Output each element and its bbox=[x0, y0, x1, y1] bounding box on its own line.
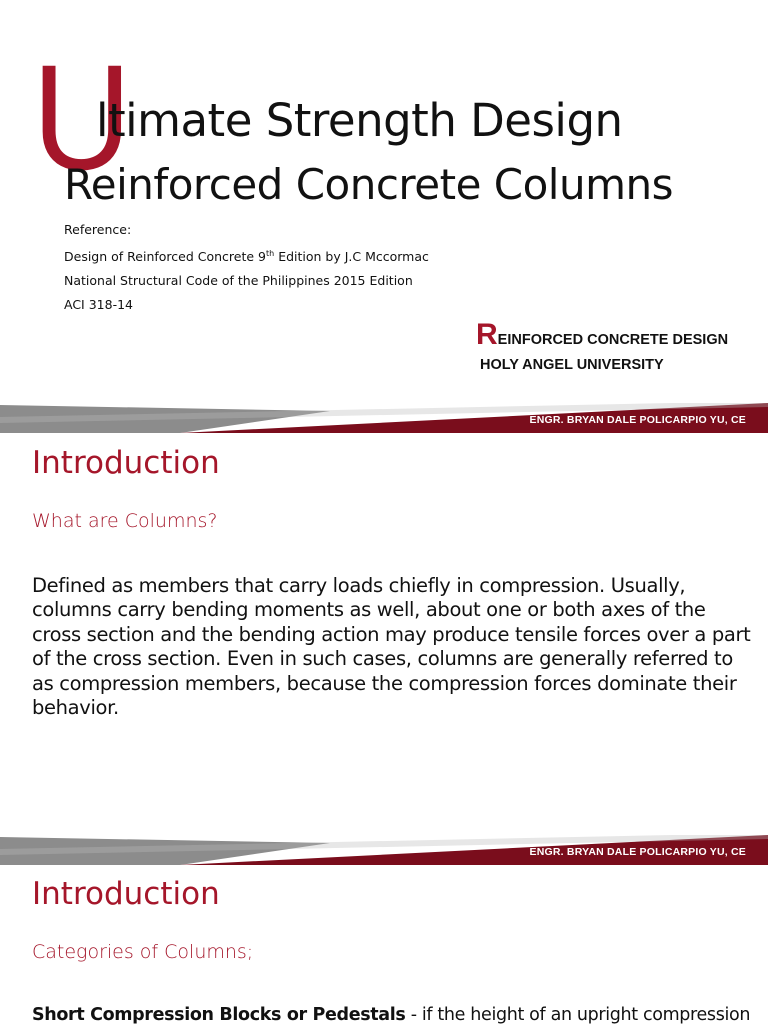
reference-list bbox=[64, 218, 429, 317]
course-name: REINFORCED CONCRETE DESIGN bbox=[476, 318, 729, 351]
footer-band bbox=[0, 403, 768, 433]
slide-heading: Introduction bbox=[32, 876, 220, 912]
reference-item: ACI 318-14 bbox=[64, 297, 133, 313]
slide-body-text: Defined as members that carry loads chiefly in compression. Usually, columns carry bending moments as well, about one or both axes of the cross section and the bending action may produce tensile forces over a part of the cross section. Even in such cases, columns are generally referred to as compression members, because the compression forces dominate their behavior. bbox=[32, 574, 751, 720]
slide-subheading: What are Columns? bbox=[32, 510, 218, 532]
reference-item: Design of Reinforced Concrete 9th Edition by J.C Mccormac bbox=[64, 249, 429, 265]
title-slide bbox=[0, 0, 768, 433]
slide-heading: Introduction bbox=[32, 445, 220, 481]
category-item: Short Compression Blocks or Pedestals - if the height of an upright compression bbox=[32, 1005, 751, 1024]
reference-item: National Structural Code of the Philippines 2015 Edition bbox=[64, 273, 413, 289]
categories-slide bbox=[0, 865, 768, 1024]
slide-subtitle: Reinforced Concrete Columns bbox=[64, 160, 673, 209]
footer-band bbox=[0, 835, 768, 865]
introduction-slide bbox=[0, 433, 768, 865]
course-initial: R bbox=[476, 318, 498, 351]
reference-label: Reference: bbox=[64, 222, 132, 237]
university-name: HOLY ANGEL UNIVERSITY bbox=[480, 357, 664, 373]
slide-subheading: Categories of Columns; bbox=[32, 941, 254, 963]
author-name: ENGR. BRYAN DALE POLICARPIO YU, CE bbox=[529, 414, 746, 426]
title-initial-letter: U bbox=[32, 33, 127, 201]
slide-title: ltimate Strength Design bbox=[96, 94, 623, 147]
author-name: ENGR. BRYAN DALE POLICARPIO YU, CE bbox=[529, 846, 746, 858]
